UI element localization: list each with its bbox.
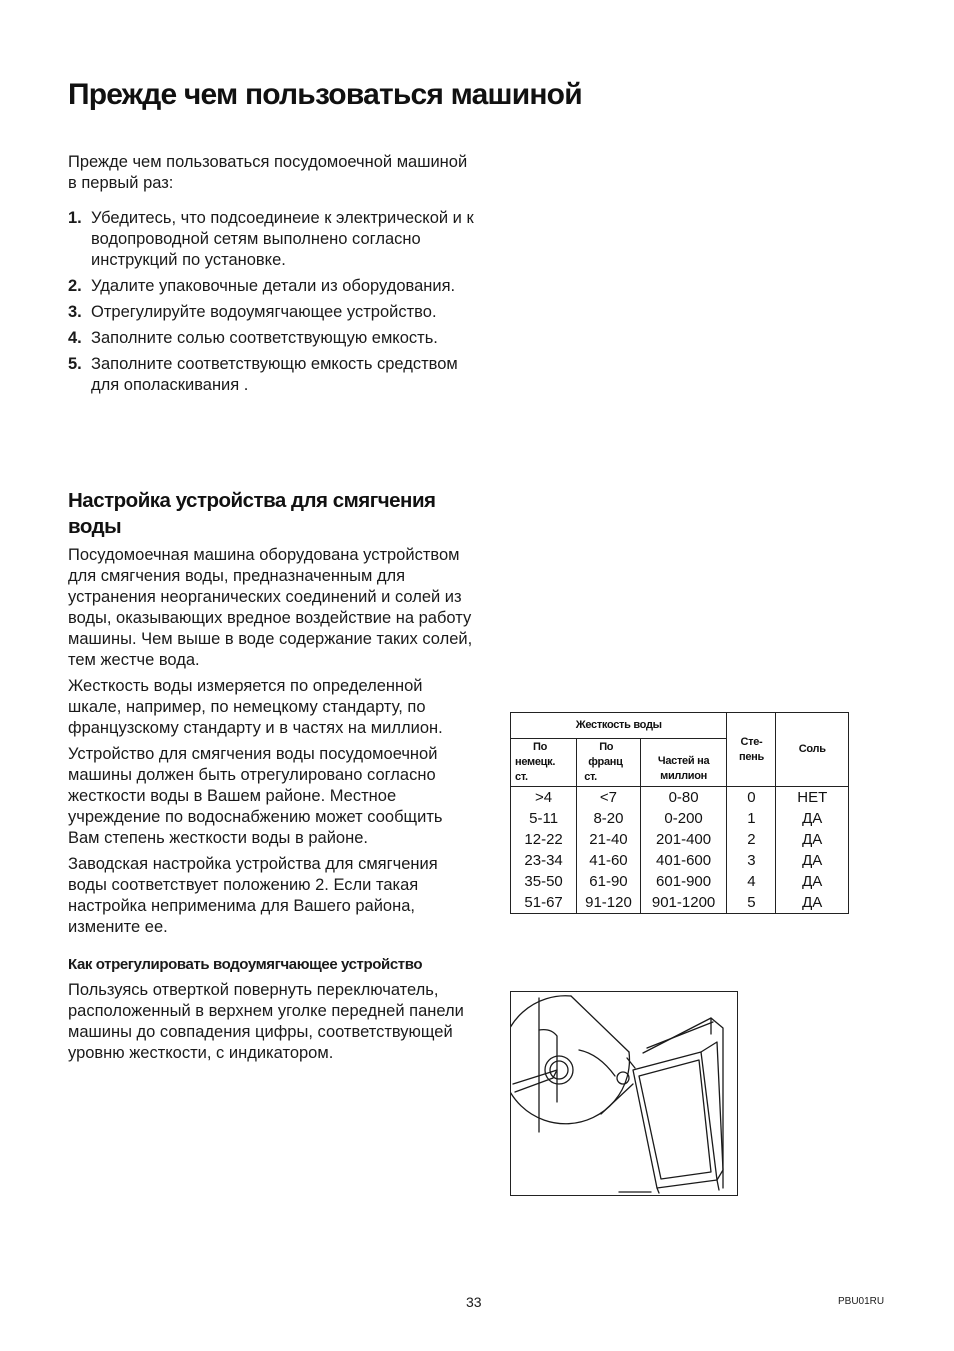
ppm-values (640, 787, 727, 914)
list-item (68, 208, 478, 271)
water-hardness-table (510, 712, 849, 914)
table-cell: 8-20 (593, 810, 624, 827)
table-cell: 0 (747, 789, 756, 806)
table-cell: 0-200 (664, 810, 703, 827)
table-cell: 1 (747, 810, 756, 827)
step-text: Заполните солью соответствующую емкость. (91, 329, 438, 347)
level-header-line: пень (738, 750, 764, 763)
table-cell: 21-40 (589, 831, 628, 848)
subheading: Как отрегулировать водоумягчающее устройство (68, 956, 423, 973)
german-header-line: По (533, 741, 548, 753)
table-cell: 5-11 (529, 810, 559, 827)
table-cell: ДА (802, 831, 823, 848)
ppm-header (640, 739, 727, 787)
german-header (511, 739, 577, 787)
level-values (727, 787, 776, 914)
table-cell: 901-1200 (651, 894, 716, 911)
steps-list (68, 208, 478, 401)
table-cell: 91-120 (585, 894, 632, 911)
page-title: Прежде чем пользоваться машиной (68, 78, 582, 111)
salt-values (776, 787, 849, 914)
french-header (577, 739, 641, 787)
table-row (511, 787, 849, 914)
table-cell: 61-90 (589, 873, 628, 890)
level-header-line: Сте- (740, 735, 763, 748)
step-number: 5. (68, 355, 82, 373)
table-cell: 23-34 (524, 852, 563, 869)
dishwasher-door (633, 1052, 717, 1188)
table-cell: 0-80 (668, 789, 699, 806)
table-cell: 35-50 (524, 873, 563, 890)
table-cell: 201-400 (656, 831, 712, 848)
table-cell: <7 (599, 789, 618, 806)
paragraph: Устройство для смягчения воды посудомоечной машины должен быть отрегулировано согласно жесткости воды в Вашем районе. Местное учреждение по водоснабжению может сообщить Вам степень жесткости воды в районе. (68, 745, 443, 847)
table-cell: ДА (802, 852, 823, 869)
table-cell: 5 (747, 894, 756, 911)
paragraph: Пользуясь отверткой повернуть переключатель, расположенный в верхнем уголке передней панели машины до совпадения цифры, соответствующей уровню жесткости, с индикатором. (68, 981, 464, 1062)
dishwasher-illustration (510, 991, 738, 1196)
section-title: Настройка устройства для смягчения воды (68, 489, 436, 538)
table-cell: 3 (747, 852, 756, 869)
table-cell: 4 (747, 873, 756, 890)
step-text: Заполните соответствующю емкость средством для ополаскивания . (91, 355, 458, 394)
salt-header: Соль (776, 713, 849, 787)
table-cell: 601-900 (656, 873, 712, 890)
level-header (727, 713, 776, 787)
cabinet-top-edge (643, 1018, 723, 1188)
french-values (577, 787, 641, 914)
paragraph: Жесткость воды измеряется по определенной шкале, например, по немецкому стандарту, по французскому стандарту и в частях на миллион. (68, 677, 443, 737)
french-header-line: По (599, 741, 614, 753)
step-text: Удалите упаковочные детали из оборудования. (91, 277, 456, 295)
table-cell: ДА (802, 810, 823, 827)
list-item (68, 302, 478, 323)
page-number: 33 (466, 1294, 482, 1310)
table-cell: 12-22 (524, 831, 563, 848)
table-cell: >4 (535, 789, 553, 806)
intro-text: Прежде чем пользоваться посудомоечной машиной в первый раз: (68, 153, 468, 192)
french-header-line: ст. (584, 771, 597, 783)
german-values (511, 787, 577, 914)
table-cell: 41-60 (589, 852, 628, 869)
step-number: 1. (68, 209, 82, 227)
ppm-header-line: миллион (660, 770, 708, 782)
dishwasher-drawing (511, 992, 737, 1195)
list-item (68, 354, 478, 396)
table-cell: 401-600 (656, 852, 712, 869)
paragraph: Заводская настройка устройства для смягчения воды соответствует положению 2. Если такая настройка неприменима для Вашего района, измените ее. (68, 855, 438, 936)
list-item (68, 276, 478, 297)
section-body (68, 545, 478, 1069)
table-cell: 51-67 (524, 894, 563, 911)
step-number: 4. (68, 329, 82, 347)
table-cell: ДА (802, 873, 823, 890)
step-number: 3. (68, 303, 82, 321)
german-header-line: немецк. (515, 756, 556, 768)
table-group-header: Жесткость воды (511, 713, 727, 739)
step-number: 2. (68, 277, 82, 295)
french-header-line: франц (588, 756, 623, 768)
paragraph: Посудомоечная машина оборудована устройством для смягчения воды, предназначенным для устранения неорганических соединений и солей из воды, оказывающих вредное воздействие на работу машины. Чем выше в воде содержание таких солей, тем жестче вода. (68, 546, 473, 669)
table-cell: ДА (802, 894, 823, 911)
step-text: Убедитесь, что подсоединеие к электрической и к водопроводной сетям выполнено согласно инструкций по установке. (91, 209, 474, 269)
table-cell: 2 (747, 831, 756, 848)
german-header-line: ст. (515, 771, 528, 783)
table-cell: НЕТ (797, 789, 828, 806)
list-item (68, 328, 478, 349)
document-code: PBU01RU (838, 1296, 885, 1307)
step-text: Отрегулируйте водоумягчающее устройство. (91, 303, 437, 321)
ppm-header-line: Частей на (657, 755, 710, 767)
